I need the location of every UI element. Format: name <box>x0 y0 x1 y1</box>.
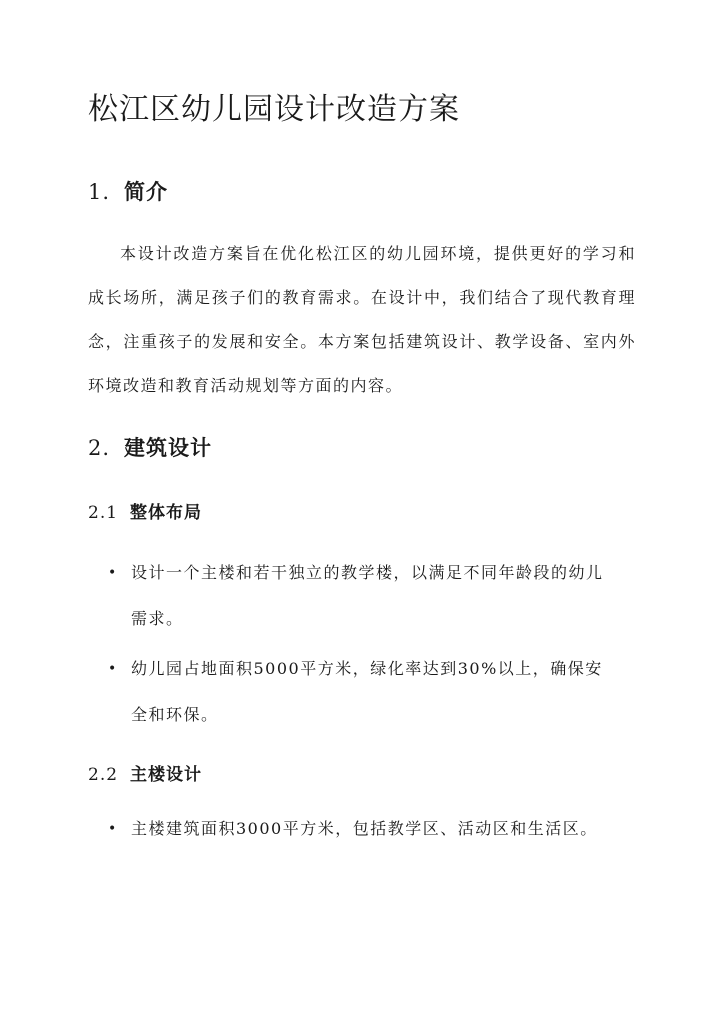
bullet-icon: • <box>108 661 118 677</box>
list-item-text: 幼儿园占地面积5000平方米，绿化率达到30%以上，确保安全和环保。 <box>131 659 603 724</box>
subsection-number: 2.1 <box>88 503 119 523</box>
section-heading-architecture <box>88 432 212 462</box>
list-item-text: 设计一个主楼和若干独立的教学楼，以满足不同年龄段的幼儿需求。 <box>131 563 604 628</box>
subsection-heading-layout <box>88 498 202 523</box>
list-item <box>108 806 618 852</box>
list-item <box>108 550 618 642</box>
subsection-title: 主楼设计 <box>130 765 203 785</box>
section-number: 1. <box>88 180 111 204</box>
list-item <box>108 646 618 738</box>
section-title: 建筑设计 <box>124 435 213 460</box>
section-number: 2. <box>88 436 111 460</box>
intro-paragraph: 本设计改造方案旨在优化松江区的幼儿园环境，提供更好的学习和成长场所，满足孩子们的教育需求。在设计中，我们结合了现代教育理念，注重孩子的发展和安全。本方案包括建筑设计、教学设备、室内外环境改造和教育活动规划等方面的内容。 <box>88 244 636 395</box>
section-heading-intro <box>88 176 168 206</box>
subsection-number: 2.2 <box>88 765 119 785</box>
subsection-title: 整体布局 <box>130 503 203 523</box>
list-item-text: 主楼建筑面积3000平方米，包括教学区、活动区和生活区。 <box>131 819 598 838</box>
document-title: 松江区幼儿园设计改造方案 <box>88 92 460 127</box>
section-title: 简介 <box>124 179 169 204</box>
bullet-icon: • <box>108 565 118 581</box>
bullet-icon: • <box>108 821 118 837</box>
subsection-heading-main-building <box>88 760 202 785</box>
